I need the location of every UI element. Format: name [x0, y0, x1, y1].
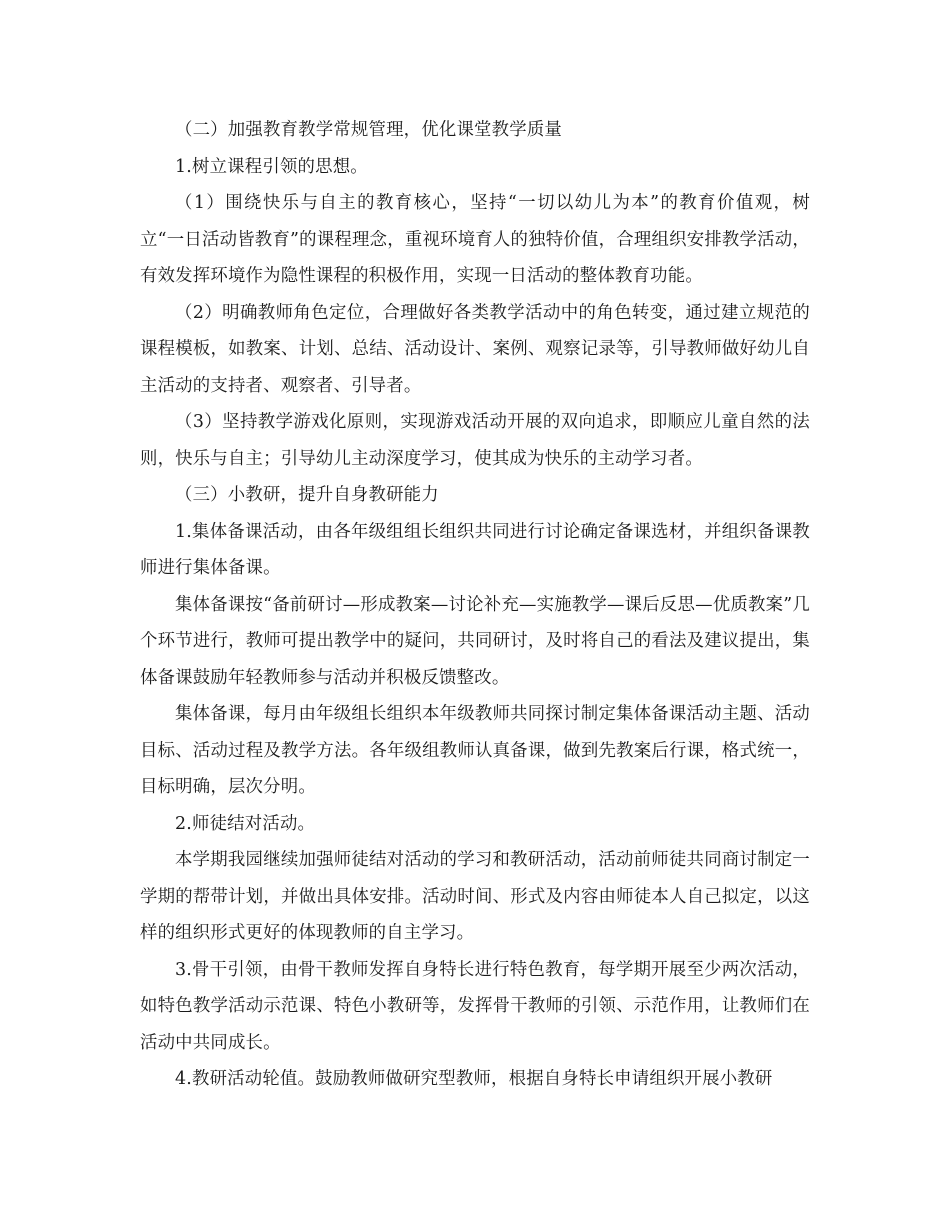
section-heading-two: （二）加强教育教学常规管理，优化课堂教学质量 [175, 120, 562, 140]
paragraph-3-2: 2.师徒结对活动。 [175, 813, 316, 834]
paragraph-1-3: （3）坚持教学游戏化原则，实现游戏活动开展的双向追求，即顺应儿童自然的法则，快乐与自主；引导幼儿主动深度学习，使其成为快乐的主动学习者。 [140, 412, 810, 469]
paragraph-3-2-detail: 本学期我园继续加强师徒结对活动的学习和教研活动，活动前师徒共同商讨制定一学期的帮带计划，并做出具体安排。活动时间、形式及内容由师徒本人自己拟定，以这样的组织形式更好的体现教师的自主学习。 [140, 850, 810, 943]
document-body [140, 112, 810, 1098]
paragraph-1-1: （1）围绕快乐与自主的教育核心，坚持“一切以幼儿为本”的教育价值观，树立“一日活动皆教育”的课程理念，重视环境育人的独特价值，合理组织安排教学活动，有效发挥环境作为隐性课程的积极作用，实现一日活动的整体教育功能。 [140, 193, 810, 286]
paragraph-1: 1.树立课程引领的思想。 [175, 156, 368, 177]
paragraph-3-1-detail: 集体备课按“备前研讨—形成教案—讨论补充—实施教学—课后反思—优质教案”几个环节进行，教师可提出教学中的疑问，共同研讨，及时将自己的看法及建议提出，集体备课鼓励年轻教师参与活动并积极反馈整改。 [140, 594, 810, 688]
paragraph-3-3: 3.骨干引领，由骨干教师发挥自身特长进行特色教育，每学期开展至少两次活动，如特色教学活动示范课、特色小教研等，发挥骨干教师的引领、示范作用，让教师们在活动中共同成长。 [140, 959, 810, 1053]
paragraph-3-1-monthly: 集体备课，每月由年级组长组织本年级教师共同探讨制定集体备课活动主题、活动目标、活动过程及教学方法。各年级组教师认真备课，做到先教案后行课，格式统一，目标明确，层次分明。 [140, 704, 810, 797]
section-heading-three: （三）小教研，提升自身教研能力 [175, 485, 439, 505]
paragraph-3-1: 1.集体备课活动，由各年级组组长组织共同进行讨论确定备课选材，并组织备课教师进行集体备课。 [140, 521, 810, 578]
paragraph-3-4: 4.教研活动轮值。鼓励教师做研究型教师，根据自身特长申请组织开展小教研 [175, 1069, 773, 1089]
paragraph-1-2: （2）明确教师角色定位，合理做好各类教学活动中的角色转变，通过建立规范的课程模板，如教案、计划、总结、活动设计、案例、观察记录等，引导教师做好幼儿自主活动的支持者、观察者、引导者。 [140, 302, 810, 396]
